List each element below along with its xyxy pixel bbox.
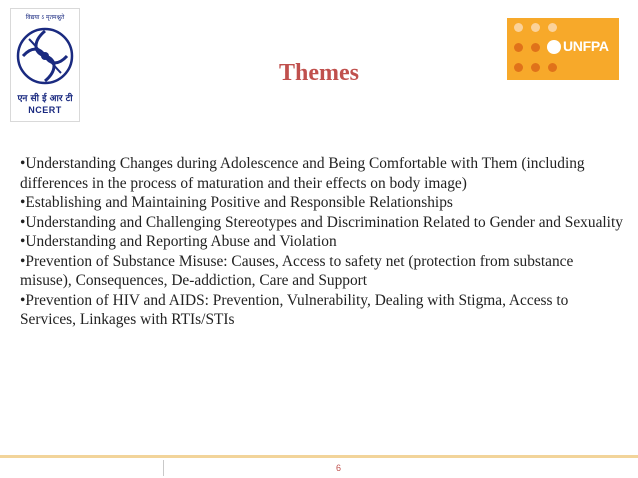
bullet-item: •Prevention of HIV and AIDS: Prevention, Vulnerability, Dealing with Stigma, Access to Services, Linkages with RTIs/STIs <box>20 291 569 328</box>
logo-dot <box>531 43 540 52</box>
bullet-list <box>20 154 626 330</box>
logo-dot <box>514 43 523 52</box>
bullet-item: •Understanding and Reporting Abuse and Violation <box>20 233 337 250</box>
page-number: 6 <box>336 463 342 473</box>
logo-dot <box>531 23 540 32</box>
un-globe-icon <box>547 40 561 54</box>
bullet-item: •Prevention of Substance Misuse: Causes, Access to safety net (protection from substance misuse), Consequences, De-addiction, Care and Support <box>20 252 574 289</box>
ncert-name: NCERT <box>28 105 62 115</box>
logo-dot <box>548 23 557 32</box>
bullet-item: •Establishing and Maintaining Positive and Responsible Relationships <box>20 194 453 211</box>
logo-dot <box>514 23 523 32</box>
bullet-item: •Understanding Changes during Adolescence and Being Comfortable with Them (including differences in the process of maturation and their effects on body image) <box>20 155 585 192</box>
slide-title: Themes <box>279 60 359 86</box>
ncert-hindi-name: एन सी ई आर टी <box>17 94 73 104</box>
footer-tick <box>163 460 164 476</box>
footer-divider <box>0 455 638 458</box>
unfpa-name: UNFPA <box>563 38 609 54</box>
ncert-motto: विद्यया ऽ मृतमश्नुते <box>25 14 65 21</box>
bullet-item: •Understanding and Challenging Stereotypes and Discrimination Related to Gender and Sexuality <box>20 213 623 231</box>
